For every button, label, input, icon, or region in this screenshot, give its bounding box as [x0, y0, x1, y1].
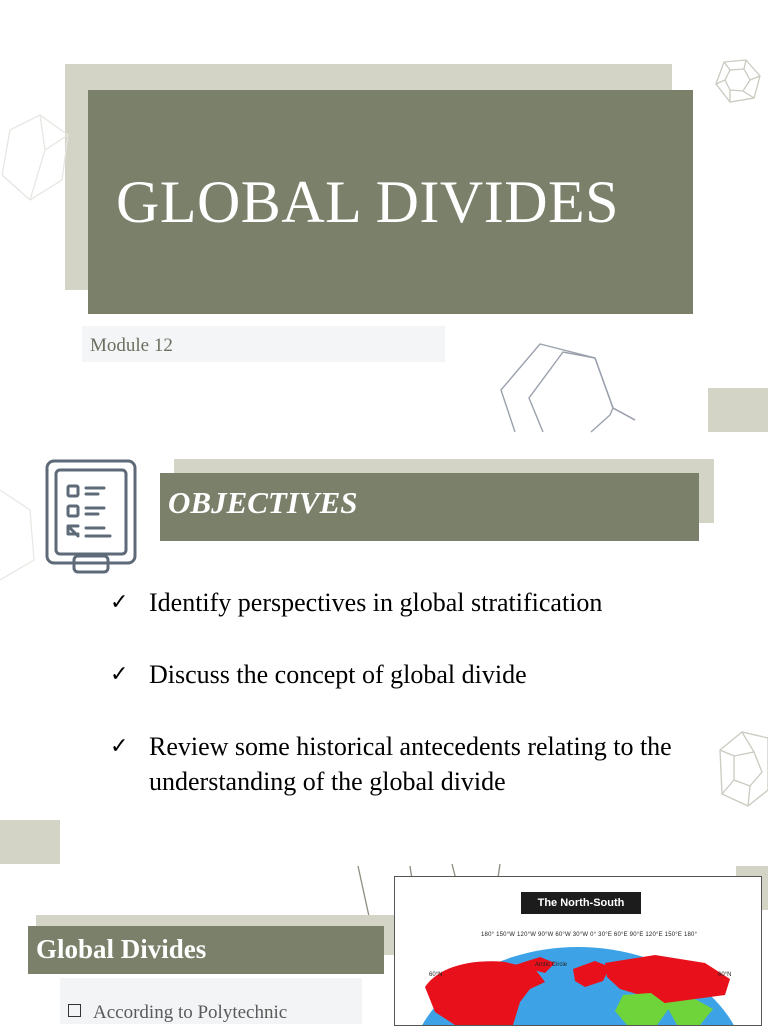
- checkmark-icon: ✓: [110, 734, 129, 759]
- checklist-icon: [44, 458, 138, 576]
- hexagon-outline-icon: [0, 110, 80, 230]
- map-longitude-labels: 180° 150°W 120°W 90°W 60°W 30°W 0° 30°E 60°E 90°E 120°E 150°E 180°: [481, 932, 698, 938]
- list-item: [110, 729, 730, 799]
- page-title: GLOBAL DIVIDES: [116, 168, 620, 235]
- objectives-list: [110, 585, 730, 836]
- section-heading: Global Divides: [36, 934, 207, 964]
- north-south-map-image: [394, 876, 762, 1026]
- hexagon-outline-icon: [0, 480, 40, 590]
- list-item: [110, 657, 730, 692]
- dodecahedron-icon: [712, 728, 768, 812]
- objective-text: Discuss the concept of global divide: [149, 660, 527, 689]
- square-bullet-icon: [68, 1004, 81, 1017]
- list-item: [68, 1002, 287, 1024]
- checkmark-icon: ✓: [110, 662, 129, 687]
- objective-text: Identify perspectives in global stratification: [149, 588, 603, 617]
- map-circle-label: Arctic Circle: [535, 962, 568, 968]
- map-latitude-label: 60°N: [718, 972, 732, 978]
- subtitle-box: [82, 326, 445, 362]
- bullet-text: According to Polytechnic: [93, 1002, 288, 1023]
- checkmark-icon: ✓: [110, 590, 129, 615]
- map-latitude-label: 60°N: [429, 972, 443, 978]
- decorative-block: [708, 388, 768, 432]
- dodecahedron-icon: [710, 58, 765, 108]
- list-item: [110, 585, 730, 620]
- map-title: The North-South Divide: [521, 892, 641, 914]
- objectives-heading: OBJECTIVES: [168, 485, 358, 520]
- section-banner: [28, 926, 384, 974]
- content-box: [60, 978, 362, 1024]
- hexagon-outline-icon: [495, 340, 645, 435]
- objective-text: Review some historical antecedents relating to the understanding of the global divide: [149, 732, 672, 796]
- title-banner: [88, 90, 693, 314]
- objectives-banner: [160, 473, 699, 541]
- subtitle-text: Module 12: [90, 335, 173, 356]
- decorative-block: [0, 820, 60, 864]
